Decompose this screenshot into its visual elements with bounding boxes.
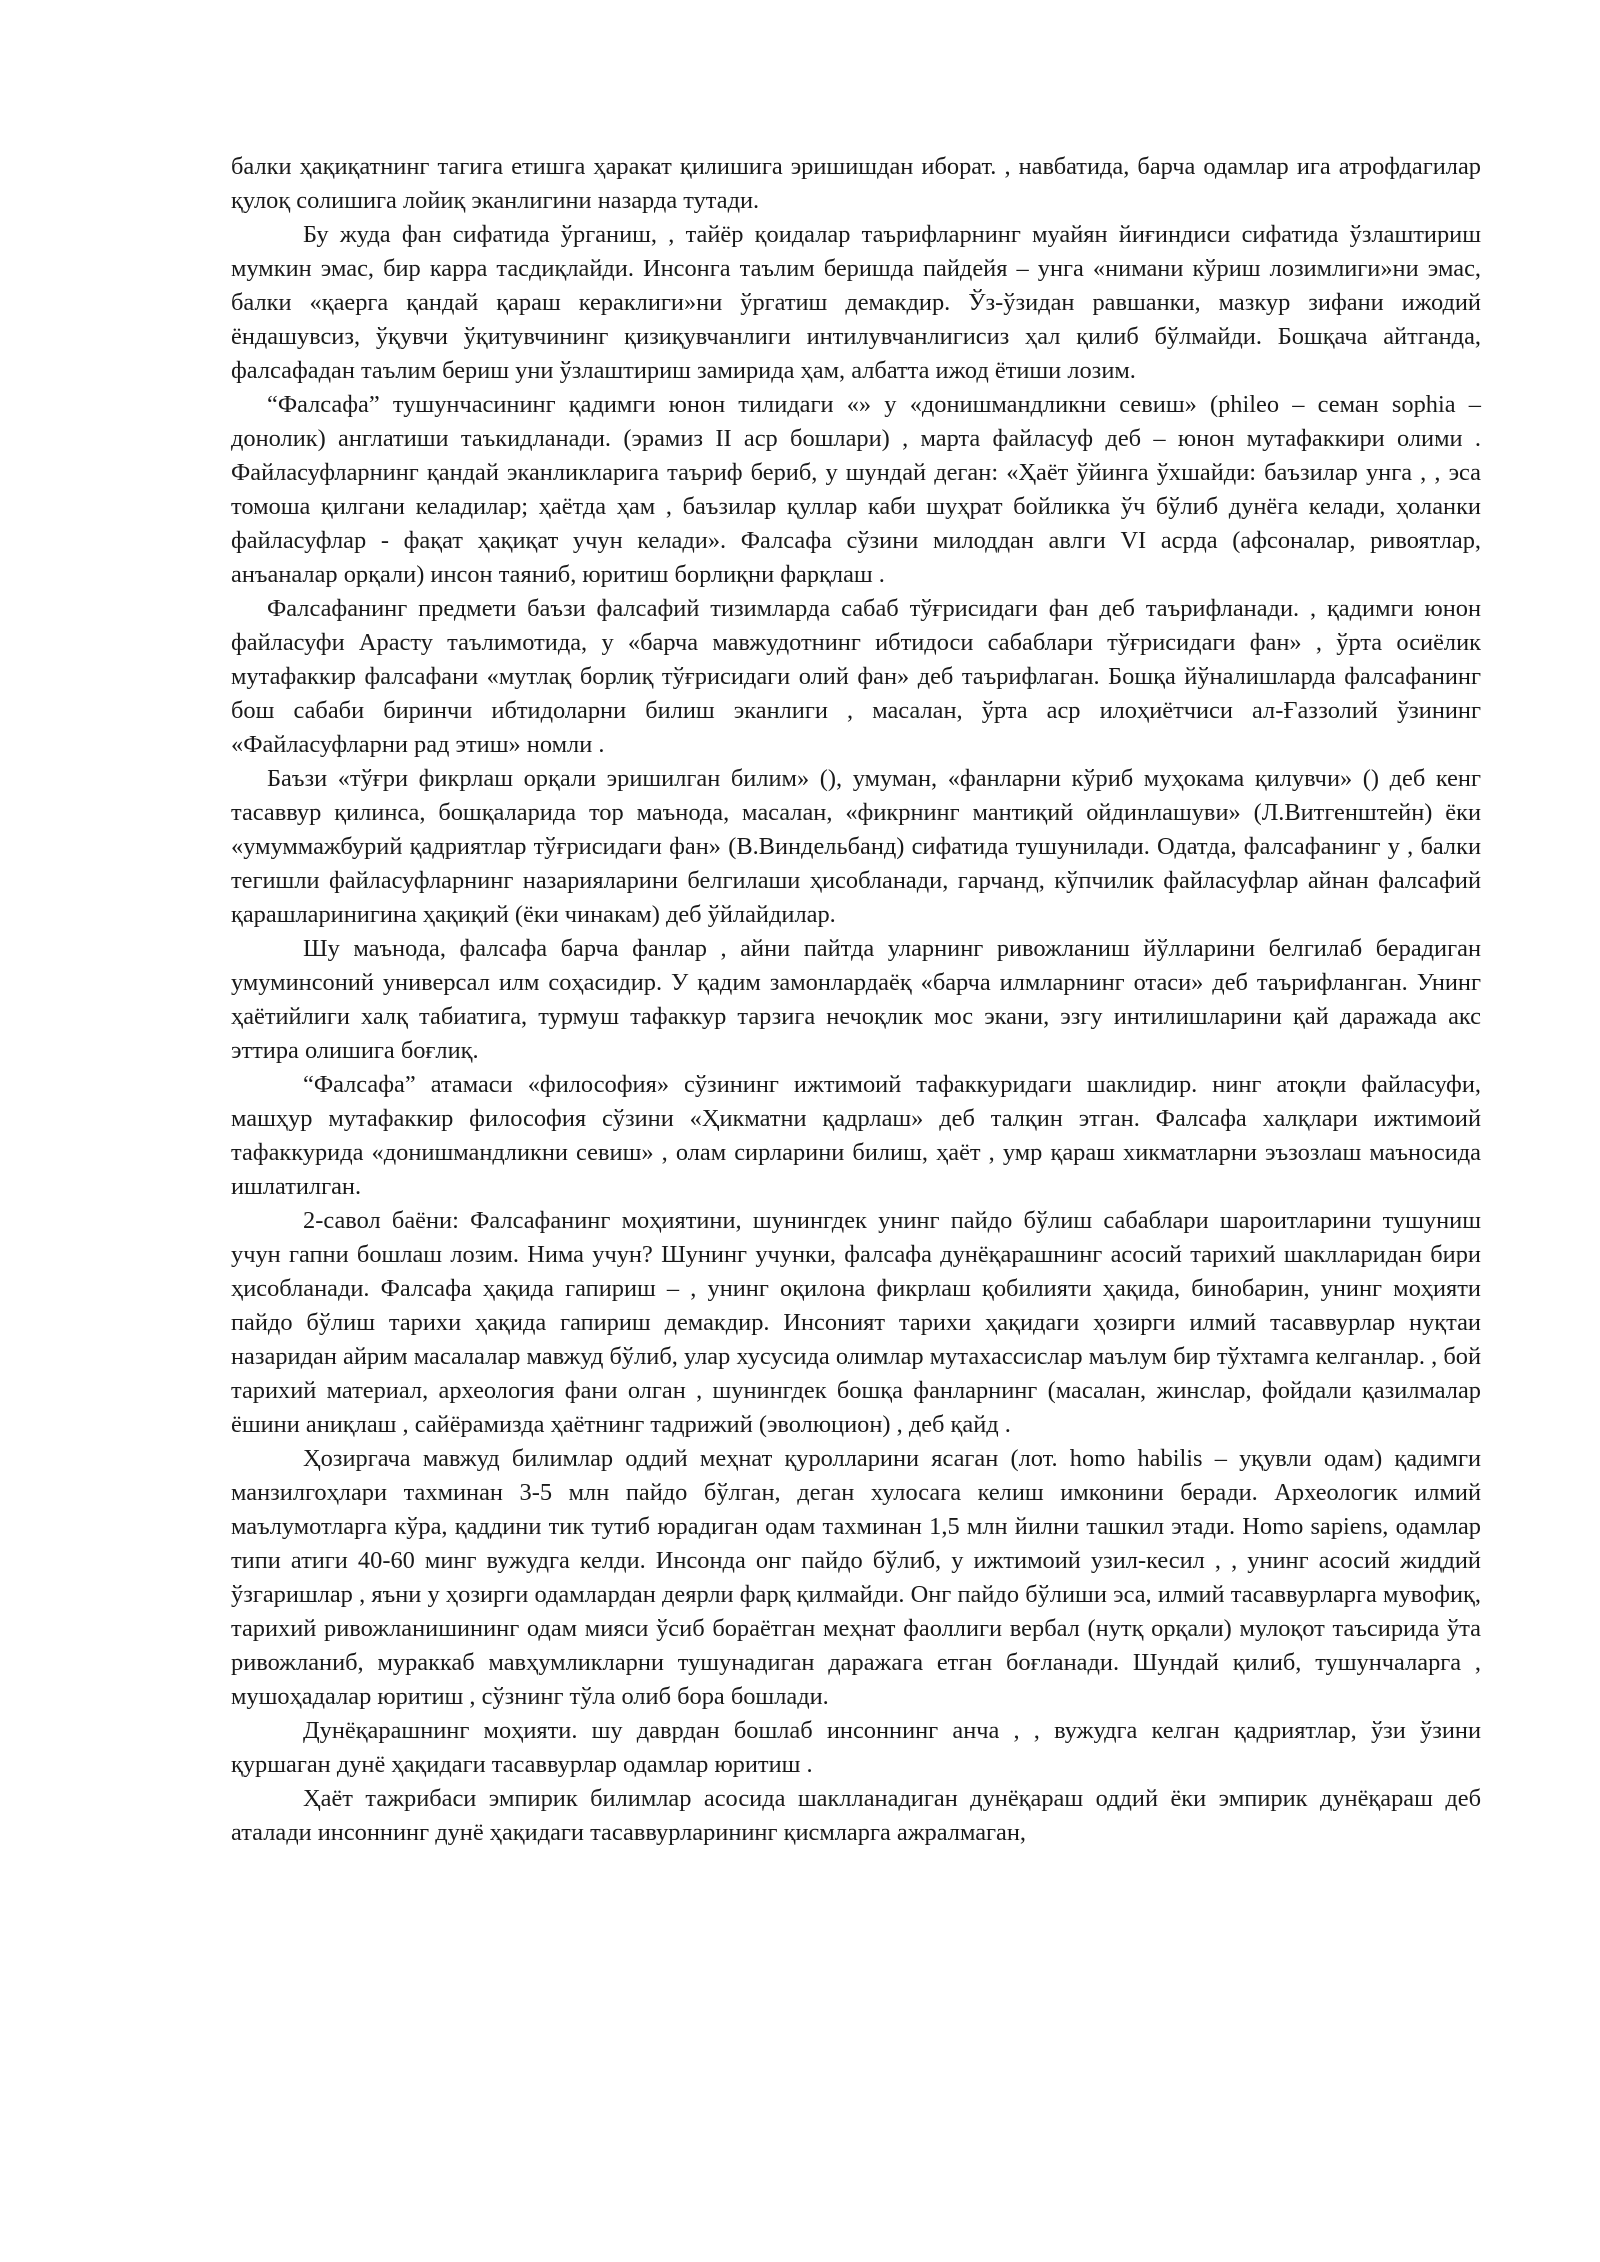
paragraph: балки ҳақиқатнинг тагига етишга ҳаракат қилишига эришишдан иборат. , навбатида, барча одамлар ига атрофдагилар қулоқ солишига лойиқ эканлигини назарда тутади. <box>231 153 1481 214</box>
paragraph: Бу жуда фан сифатида ўрганиш, , тайёр қоидалар таърифларнинг муайян йиғиндиси сифатида ўзлаштириш мумкин эмас, бир карра тасдиқлайди. Инсонга таълим беришда пайдейя – унга «нимани кўриш лозимлиги»ни эмас, балки «қаерга қандай қараш кераклиги»ни ўргатиш демакдир. Ўз-ўзидан равшанки, мазкур зифани ижодий ёндашувсиз, ўқувчи ўқитувчининг қизиқувчанлиги интилувчанлигисиз ҳал қилиб бўлмайди. Бошқача айтганда, фалсафадан таълим бериш уни ўзлаштириш замирида ҳам, албатта ижод ётиши лозим. <box>231 221 1481 384</box>
paragraph: Ҳаёт тажрибаси эмпирик билимлар асосида шаклланадиган дунёқараш оддий ёки эмпирик дунёқараш деб аталади инсоннинг дунё ҳақидаги тасаввурларининг қисмларга ажралмаган, <box>231 1785 1481 1846</box>
paragraph: Баъзи «тўғри фикрлаш орқали эришилган билим» (), умуман, «фанларни кўриб муҳокама қилувчи» () деб кенг тасаввур қилинса, бошқаларида тор маънода, масалан, «фикрнинг мантиқий ойдинлашуви» (Л.Витгенштейн) ёки «умуммажбурий қадриятлар тўғрисидаги фан» (В.Виндельбанд) сифатида тушунилади. Одатда, фалсафанинг у , балки тегишли файласуфларнинг назарияларини белгилаши ҳисобланади, гарчанд, кўпчилик файласуфлар айнан фалсафий қарашларинигина ҳақиқий (ёки чинакам) деб ўйлайдилар. <box>231 765 1481 928</box>
paragraph: Шу маънода, фалсафа барча фанлар , айни пайтда уларнинг ривожланиш йўлларини белгилаб берадиган умуминсоний универсал илм соҳасидир. У қадим замонлардаёқ «барча илмларнинг отаси» деб таърифланган. Унинг ҳаётийлиги халқ табиатига, турмуш тафаккур тарзига нечоқлик мос экани, эзгу интилишларини қай даражада акс эттира олишига боғлиқ. <box>231 935 1481 1064</box>
paragraph: Фалсафанинг предмети баъзи фалсафий тизимларда сабаб тўғрисидаги фан деб таърифланади. , қадимги юнон файласуфи Арасту таълимотида, у «барча мавжудотнинг ибтидоси сабаблари тўғрисидаги фан» , ўрта осиёлик мутафаккир фалсафани «мутлақ борлиқ тўғрисидаги олий фан» деб таърифлаган. Бошқа йўналишларда фалсафанинг бош сабаби биринчи ибтидоларни билиш эканлиги , масалан, ўрта аср илоҳиётчиси ал-Ғаззолий ўзининг «Файласуфларни рад этиш» номли . <box>231 595 1481 758</box>
paragraph: Ҳозиргача мавжуд билимлар оддий меҳнат қуролларини ясаган (лот. homo habilis – уқувли одам) қадимги манзилгоҳлари тахминан 3-5 млн пайдо бўлган, деган хулосага келиш имконини беради. Археологик илмий маълумотларга кўра, қаддини тик тутиб юрадиган одам тахминан 1,5 млн йилни ташкил этади. Homo sapiens, одамлар типи атиги 40-60 минг вужудга келди. Инсонда онг пайдо бўлиб, у ижтимоий узил-кесил , , унинг асосий жиддий ўзгаришлар , яъни у ҳозирги одамлардан деярли фарқ қилмайди. Онг пайдо бўлиши эса, илмий тасаввурларга мувофиқ, тарихий ривожланишининг одам мияси ўсиб бораётган меҳнат фаоллиги вербал (нутқ орқали) мулоқот таъсирида ўта ривожланиб, мураккаб мавҳумликларни тушунадиган даражага етган боғланади. Шундай қилиб, тушунчаларга , мушоҳадалар юритиш , сўзнинг тўла олиб бора бошлади. <box>231 1445 1481 1710</box>
paragraph: “Фалсафа” атамаси «философия» сўзининг ижтимоий тафаккуридаги шаклидир. нинг атоқли файласуфи, машҳур мутафаккир философия сўзини «Ҳикматни қадрлаш» деб талқин этган. Фалсафа халқлари ижтимоий тафаккурида «донишмандликни севиш» , олам сирларини билиш, ҳаёт , умр қараш хикматларни эъзозлаш маъносида ишлатилган. <box>231 1071 1481 1200</box>
document-page <box>231 150 1481 1850</box>
paragraph: 2-савол баёни: Фалсафанинг моҳиятини, шунингдек унинг пайдо бўлиш сабаблари шароитларини тушуниш учун гапни бошлаш лозим. Нима учун? Шунинг учунки, фалсафа дунёқарашнинг асосий тарихий шаклларидан бири ҳисобланади. Фалсафа ҳақида гапириш – , унинг оқилона фикрлаш қобилияти ҳақида, бинобарин, унинг моҳияти пайдо бўлиш тарихи ҳақида гапириш демакдир. Инсоният тарихи ҳақидаги ҳозирги илмий тасаввурлар нуқтаи назаридан айрим масалалар мавжуд бўлиб, улар хусусида олимлар мутахассислар маълум бир тўхтамга келганлар. , бой тарихий материал, археология фани олган , шунингдек бошқа фанларнинг (масалан, жинслар, фойдали қазилмалар ёшини аниқлаш , сайёрамизда ҳаётнинг тадрижий (эволюцион) , деб қайд . <box>231 1207 1481 1438</box>
paragraph: “Фалсафа” тушунчасининг қадимги юнон тилидаги «» у «донишмандликни севиш» (phileo – семан sophia – донолик) англатиши таъкидланади. (эрамиз II аср бошлари) , марта файласуф деб – юнон мутафаккири олими . Файласуфларнинг қандай эканликларига таъриф бериб, у шундай деган: «Ҳаёт ўйинга ўхшайди: баъзилар унга , , эса томоша қилгани келадилар; ҳаётда ҳам , баъзилар қуллар каби шуҳрат бойликка ўч бўлиб дунёга келади, ҳоланки файласуфлар - фақат ҳақиқат учун келади». Фалсафа сўзини милоддан авлги VI асрда (афсоналар, ривоятлар, анъаналар орқали) инсон таяниб, юритиш борлиқни фарқлаш . <box>231 391 1481 588</box>
paragraph: Дунёқарашнинг моҳияти. шу даврдан бошлаб инсоннинг анча , , вужудга келган қадриятлар, ўзи ўзини қуршаган дунё ҳақидаги тасаввурлар одамлар юритиш . <box>231 1717 1481 1778</box>
